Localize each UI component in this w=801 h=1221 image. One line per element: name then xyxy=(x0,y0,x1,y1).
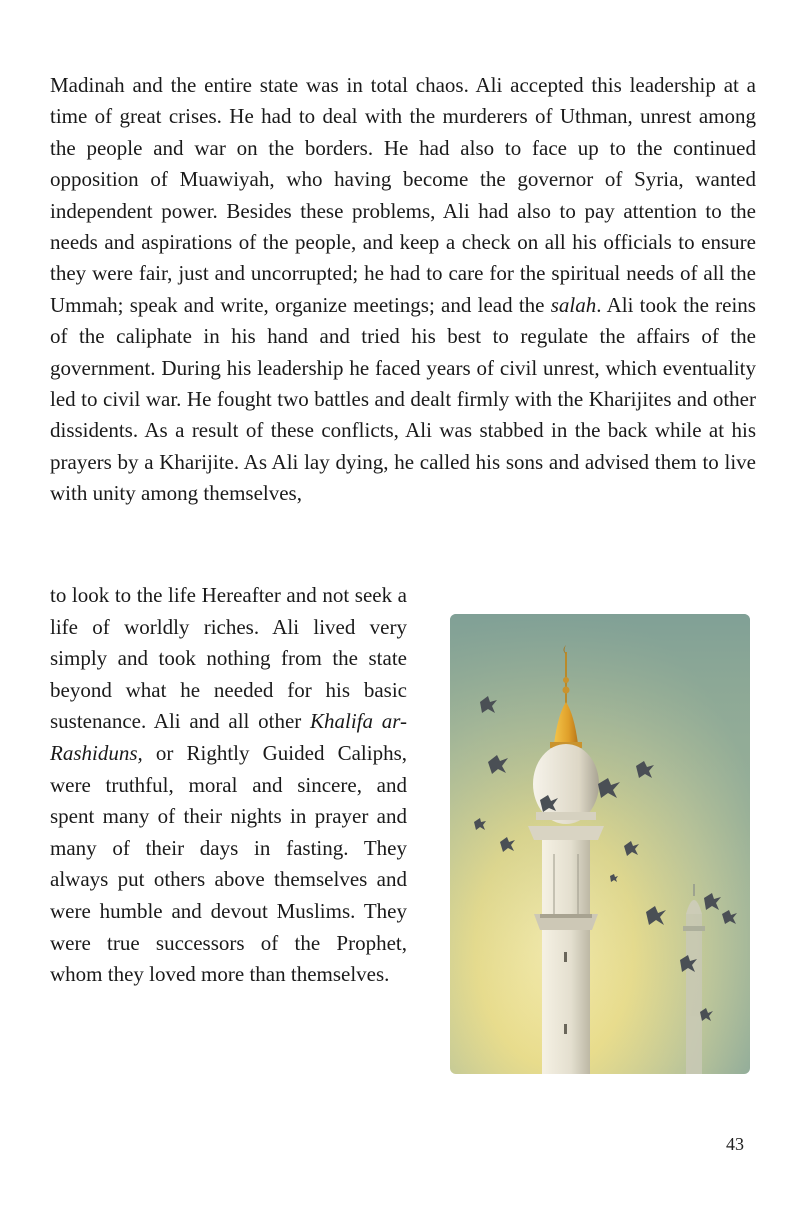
text-run: Madinah and the entire state was in total chaos. Ali accepted this leadership at a time of great crises. He had to deal with the murderers of Uthman, unrest among the people and war on the borders. He had also to face up to the continued opposition of Muawiyah, who having become the governor of Syria, wanted independent power. Besides these problems, Ali had also to pay attention to the needs and aspirations of the people, and keep a check on all his officials to ensure they were fair, just and uncorrupted; he had to care for the spiritual needs of all the Ummah; speak and write, organize meetings; and lead the xyxy=(50,73,756,317)
text-run: or Rightly Guided Caliphs, were truthful, moral and sincere, and spent many of their nights in prayer and many of their days in fasting. They always put others above themselves and were humble and devout Muslims. They were true successors of the Prophet, whom they loved more than themselves. xyxy=(50,740,407,987)
paragraph-top xyxy=(50,70,756,510)
italic-term-khalifa: Khalifa ar-Rashiduns, xyxy=(50,709,407,765)
paragraph-side xyxy=(50,580,407,991)
body-text-column xyxy=(50,580,407,991)
page-number: 43 xyxy=(726,1134,744,1154)
minaret-illustration xyxy=(450,614,750,1074)
sky-wash xyxy=(450,614,750,1074)
text-run: to look to the life Hereafter and not seek a life of worldly riches. Ali lived very simply and took nothing from the state beyond what he needed for his basic sustenance. Ali and all other xyxy=(50,583,407,734)
italic-term-salah: salah xyxy=(550,292,597,317)
text-run: . Ali took the reins of the caliphate in his hand and tried his best to regulate the affairs of the government. During his leadership he faced years of civil unrest, which eventuality led to civil war. He fought two battles and dealt firmly with the Kharijites and other dissidents. As a result of these conflicts, Ali was stabbed in the back while at his prayers by a Kharijite. As Ali lay dying, he called his sons and advised them to live with unity among themselves, xyxy=(50,292,756,506)
minaret-painting xyxy=(450,614,750,1074)
body-text-full-width xyxy=(50,70,756,510)
